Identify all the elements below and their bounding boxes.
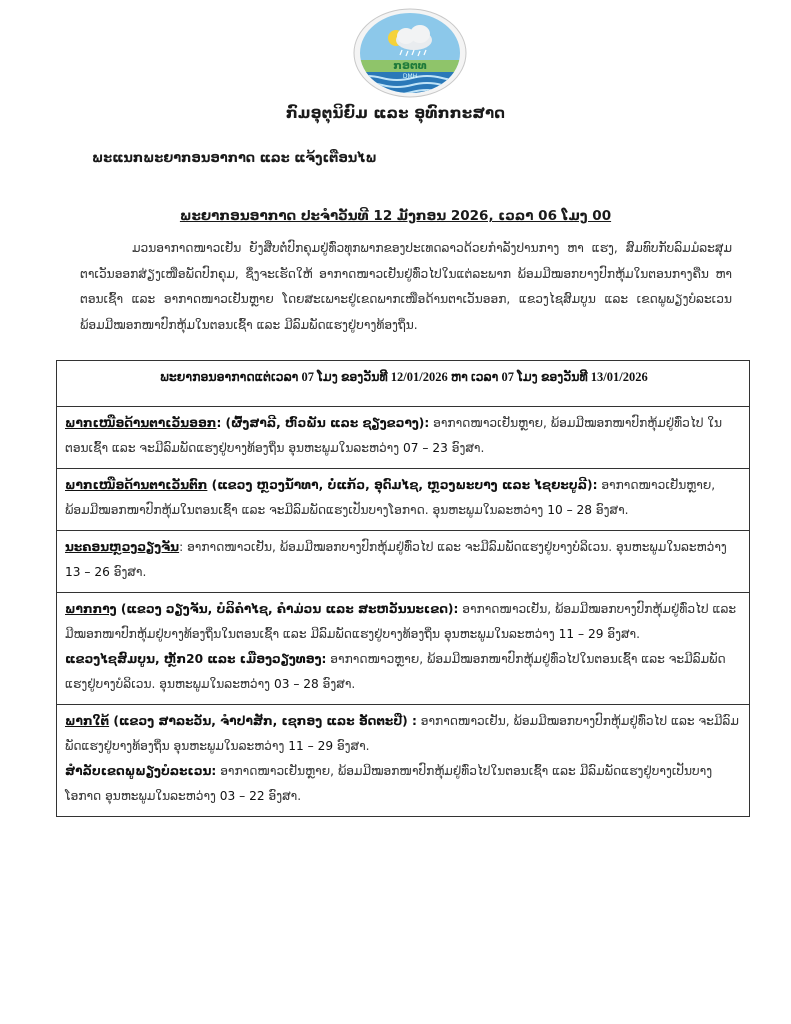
forecast-period-header: ພະຍາກອນອາກາດແຕ່ເວລາ 07 ໂມງ ຂອງວັນທີ 12/01/2026 ຫາ ເວລາ 07 ໂມງ ຂອງວັນທີ 13/01/2026 <box>57 361 750 407</box>
table-row <box>57 593 750 705</box>
table-row <box>57 407 750 469</box>
subregion-forecast-text: ອາກາດໜາວຫຼາຍ, ພ້ອມມີໝອກໜາປົກຫຸ້ມຢູ່ທົ່ວໄປໃນຕອນເຊົ້າ ແລະ ຈະມີລົມພັດແຮງຢູ່ບາງບໍລິເວນ. ອຸນຫະພູມໃນລະຫວ່າງ <box>65 652 726 691</box>
logo-abbreviation-lao: ກອຕທ <box>393 59 427 72</box>
temperature-unit: ອົງສາ. <box>268 789 302 803</box>
region-name: ພາກໃຕ້ <box>65 714 110 728</box>
intro-paragraph: ມວນອາກາດໜາວເຢັນ ຍັງສືບຕໍ່ປົກຄຸມຢູ່ທົ່ວທຸກພາກຂອງປະເທດລາວດ້ວຍກຳລັງປານກາງ ຫາ ແຮງ, ສົມທົບກັບລົມມໍລະສຸມຕາເວັນອອກສ່ຽງເໜືອພັດປົກຄຸມ, ຊຶ່ງຈະເຮັດໃຫ້ ອາກາດໜາວເຢັນຢູ່ທົ່ວໄປໃນແຕ່ລະພາກ ພ້ອມມີໝອກບາງປົກຫຸ້ມໃນຕອນກາງຄືນ ຫາ ຕອນເຊົ້າ ແລະ ອາກາດໜາວເຢັນຫຼາຍ ໂດຍສະເພາະຢູ່ເຂດພາກເໜືອດ້ານຕາເວັນອອກ, ແຂວງໄຊສົມບູນ ແລະ ເຂດພູພຽງບໍລະເວນ ພ້ອມມີໝອກໜາປົກຫຸ້ມໃນຕອນເຊົ້າ ແລະ ມີລົມພັດແຮງຢູ່ບາງທ້ອງຖິ່ນ. <box>80 241 732 332</box>
temperature-unit: ອົງສາ. <box>113 565 147 579</box>
subregion-name: ແຂວງໄຊສົມບູນ, ຫຼັກ20 ແລະ ເມືອງວຽງທອງ: <box>65 652 327 666</box>
region-forecast-text: ອາກາດໜາວເຢັນ, ພ້ອມມີໝອກບາງປົກຫຸ້ມຢູ່ທົ່ວໄປ ແລະ ມີໝອກໜາປົກຫຸ້ມຢູ່ບາງທ້ອງຖິ່ນໃນຕອນເຊົ້າ ແລະ ມີລົມພັດແຮງຢູ່ບາງທ້ອງຖິ່ນ ອຸນຫະພູມໃນລະຫວ່າງ <box>65 602 737 641</box>
region-forecast-text: ອາກາດໜາວເຢັນຫຼາຍ, ພ້ອມມີໝອກໜາປົກຫຸ້ມໃນຕອນເຊົ້າ ແລະ ຈະມີລົມພັດແຮງເປັນບາງໂອກາດ. ອຸນຫະພູມໃນລະຫວ່າງ <box>65 478 716 517</box>
temperature-range: 11 – 29 <box>288 739 334 753</box>
temperature-range: 11 – 29 <box>558 627 604 641</box>
region-provinces: (ແຂວງ ສາລະວັນ, ຈຳປາສັກ, ເຊກອງ ແລະ ອັດຕະປື) : <box>109 714 417 728</box>
region-name: ພາກກາງ <box>65 602 117 616</box>
region-forecast-text: ອາກາດໜາວເຢັນ, ພ້ອມມີໝອກບາງປົກຫຸ້ມຢູ່ທົ່ວໄປ ແລະ ຈະມີລົມພັດແຮງຢູ່ບາງບໍລິເວນ. ອຸນຫະພູມໃນລະຫວ່າງ <box>187 540 727 554</box>
region-name: ນະຄອນຫຼວງວຽງຈັນ <box>65 540 180 554</box>
temperature-range: 03 – 22 <box>219 789 265 803</box>
region-name: ພາກເໜືອດ້ານຕາເວັນອອກ <box>65 416 217 430</box>
temperature-unit: ອົງສາ. <box>336 739 370 753</box>
region-forecast-text: ອາກາດໜາວເຢັນ, ພ້ອມມີໝອກບາງປົກຫຸ້ມຢູ່ທົ່ວໄປ ແລະ ຈະມີລົມພັດແຮງຢູ່ບາງທ້ອງຖິ່ນ ອຸນຫະພູມໃນລະຫວ່າງ <box>65 714 739 753</box>
temperature-unit: ອົງສາ. <box>595 503 629 517</box>
temperature-range: 07 – 23 <box>403 441 448 455</box>
forecast-table <box>56 360 750 817</box>
dmh-logo-icon <box>352 8 468 98</box>
department-name: ພະແນກພະຍາກອນອາກາດ ແລະ ແຈ້ງເຕືອນໄພ <box>92 151 377 166</box>
subregion-forecast-text: ອາກາດໜາວເຢັນຫຼາຍ, ພ້ອມມີໝອກໜາປົກຫຸ້ມຢູ່ທົ່ວໄປໃນຕອນເຊົ້າ ແລະ ມີລົມພັດແຮງຢູ່ບາງເປັນບາງໂອກາດ ອຸນຫະພູມໃນລະຫວ່າງ <box>65 764 713 803</box>
temperature-unit: ອົງສາ. <box>322 677 356 691</box>
region-name: ພາກເໜືອດ້ານຕາເວັນຕົກ <box>65 478 208 492</box>
region-provinces: : (ຜົ້ງສາລີ, ຫົວພັນ ແລະ ຊຽງຂວາງ): <box>216 416 430 430</box>
temperature-unit: ອົງສາ. <box>607 627 640 641</box>
region-provinces: (ແຂວງ ຫຼວງນ້ຳທາ, ບໍ່ແກ້ວ, ອຸດົມໄຊ, ຫຼວງພະບາງ ແລະ ໄຊຍະບູລີ): <box>207 478 598 492</box>
region-provinces: : <box>179 540 184 554</box>
region-provinces: (ແຂວງ ວຽງຈັນ, ບໍລິຄຳໄຊ, ຄຳມ່ວນ ແລະ ສະຫວັນນະເຂດ): <box>116 602 459 616</box>
table-row <box>57 705 750 817</box>
logo-abbreviation-en: DMH <box>402 73 418 80</box>
temperature-range: 10 – 28 <box>547 503 593 517</box>
table-row <box>57 531 750 593</box>
temperature-range: 03 – 28 <box>273 677 319 691</box>
subregion-name: ສຳລັບເຂດພູພຽງບໍລະເວນ: <box>65 764 217 778</box>
temperature-range: 13 – 26 <box>65 565 110 579</box>
temperature-unit: ອົງສາ. <box>451 441 485 455</box>
ministry-title: ກົມອຸຕຸນິຍົມ ແລະ ອຸທົກກະສາດ <box>285 104 506 122</box>
document-title: ພະຍາກອນອາກາດ ປະຈຳວັນທີ 12 ມັງກອນ 2026, ເວລາ 06 ໂມງ 00 <box>179 208 612 224</box>
table-row <box>57 469 750 531</box>
region-forecast-text: ອາກາດໜາວເຢັນຫຼາຍ, ພ້ອມມີໝອກໜາປົກຫຸ້ມຢູ່ທົ່ວໄປ ໃນຕອນເຊົ້າ ແລະ ຈະມີລົມພັດແຮງຢູ່ບາງທ້ອງຖິ່ນ ອຸນຫະພູມໃນລະຫວ່າງ <box>65 416 723 455</box>
